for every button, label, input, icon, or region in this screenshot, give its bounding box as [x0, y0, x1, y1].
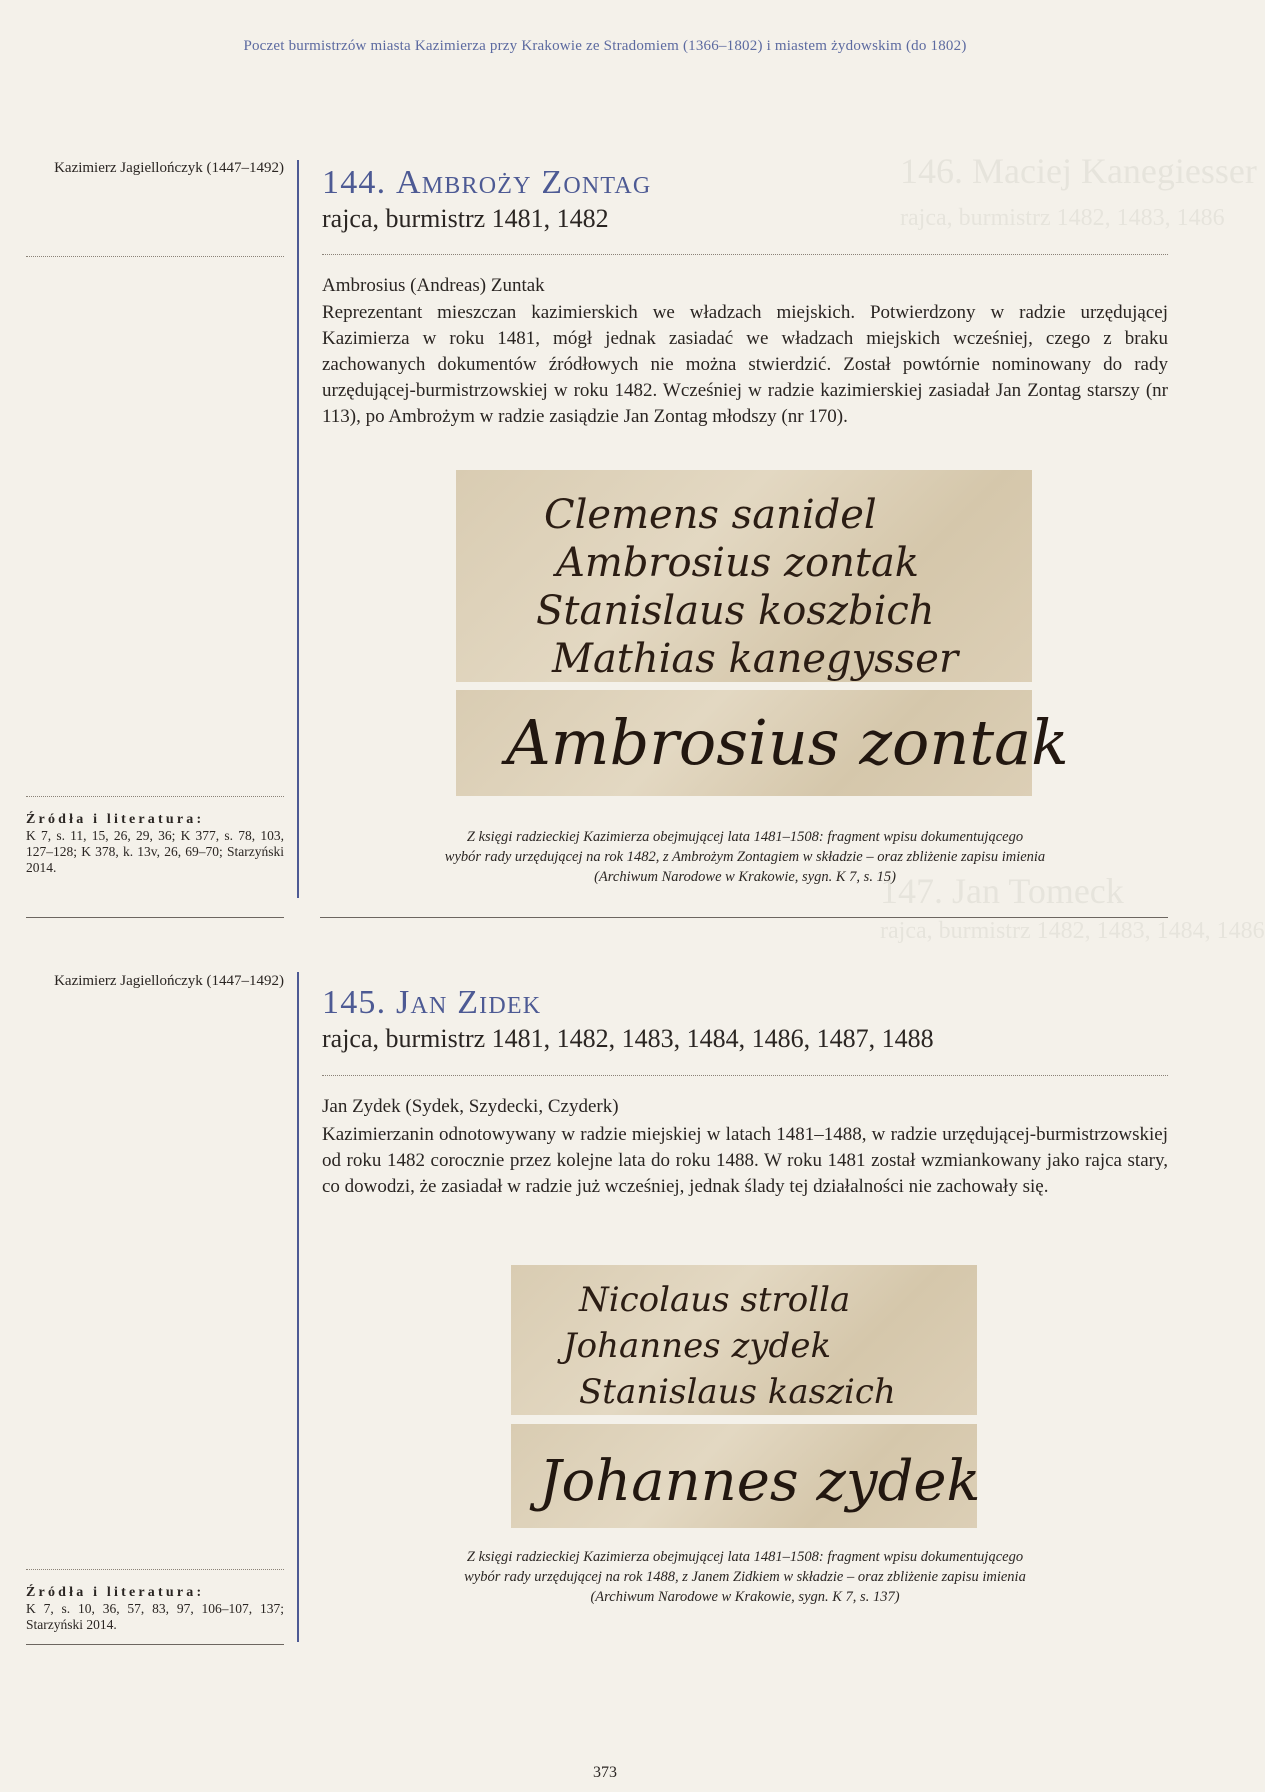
- entry-145-subtitle: rajca, burmistrz 1481, 1482, 1483, 1484, 1486, 1487, 1488: [322, 1024, 934, 1053]
- entry-145-sources: [26, 1585, 284, 1633]
- manuscript-line: Clemens sanidel: [544, 492, 877, 538]
- entry-144-caption: [322, 827, 1168, 887]
- caption-line: Z księgi radzieckiej Kazimierza obejmującej lata 1481–1508: fragment wpisu dokumentującego: [466, 829, 1024, 845]
- sources-list: K 7, s. 11, 15, 26, 29, 36; K 377, s. 78, 103, 127–128; K 378, k. 13v, 26, 69–70; Starzyński 2014.: [26, 828, 284, 875]
- entry-144-latin-name: Ambrosius (Andreas) Zuntak: [322, 275, 545, 296]
- manuscript-line: Mathias kanegysser: [552, 636, 959, 682]
- entry-number: 145.: [322, 984, 387, 1021]
- sidebar-divider: [26, 796, 284, 797]
- entry-145-ruler: [297, 972, 299, 1642]
- entry-name: Jan Zidek: [396, 984, 542, 1021]
- sidebar-divider: [26, 1569, 284, 1570]
- bleed-through-text: rajca, burmistrz 1482, 1483, 1486: [900, 205, 1225, 231]
- caption-line: wybór rady urzędującej na rok 1488, z Janem Zidkiem w składzie – oraz zbliżenie zapisu imienia: [464, 1569, 1026, 1585]
- entry-145-bio: Kazimierzanin odnotowywany w radzie miejskiej w latach 1481–1488, w radzie urzędującej-burmistrzowskiej od roku 1482 corocznie przez kolejne lata do roku 1488. W roku 1481 został wzmiankowany jako rajca stary, co dowodzi, że zasiadał w radzie już wcześniej, jednak ślady tej działalności nie zachowały się.: [322, 1124, 1168, 1197]
- sources-list: K 7, s. 10, 36, 57, 83, 97, 106–107, 137; Starzyński 2014.: [26, 1601, 284, 1632]
- title-divider: [322, 254, 1168, 255]
- entry-145-manuscript-image: [511, 1265, 977, 1415]
- entry-144-manuscript-image: [456, 470, 1032, 682]
- caption-line: (Archiwum Narodowe w Krakowie, sygn. K 7, s. 15): [594, 869, 896, 885]
- sidebar-end-rule: [26, 1644, 284, 1645]
- entry-144-manuscript-closeup: [456, 690, 1069, 796]
- bleed-through-text: 147. Jan Tomeck: [880, 871, 1124, 911]
- sidebar-end-rule: [26, 917, 284, 918]
- manuscript-line: Ambrosius zontak: [556, 540, 920, 586]
- sources-heading: Źródła i literatura:: [26, 812, 205, 827]
- entry-144-ruler: [297, 160, 299, 898]
- entry-144-sources: [26, 812, 284, 876]
- page-number: 373: [593, 1764, 617, 1781]
- sidebar-divider: [26, 256, 284, 257]
- manuscript-line: Stanislaus koszbich: [536, 588, 935, 634]
- caption-line: (Archiwum Narodowe w Krakowie, sygn. K 7, s. 137): [590, 1589, 900, 1605]
- caption-line: Z księgi radzieckiej Kazimierza obejmującej lata 1481–1508: fragment wpisu dokumentującego: [466, 1549, 1024, 1565]
- manuscript-line: Nicolaus strolla: [579, 1280, 851, 1320]
- entry-number: 144.: [322, 164, 387, 201]
- entry-144-subtitle: rajca, burmistrz 1481, 1482: [322, 204, 609, 233]
- entry-separator: [320, 917, 1168, 918]
- entry-name: Ambroży Zontag: [396, 164, 652, 201]
- bleed-through-text: 146. Maciej Kanegiesser: [900, 151, 1257, 191]
- entry-145-latin-name: Jan Zydek (Sydek, Szydecki, Czyderk): [322, 1096, 619, 1117]
- bleed-through-text: rajca, burmistrz 1482, 1483, 1484, 1486: [880, 918, 1265, 944]
- manuscript-closeup-text: Ambrosius zontak: [506, 706, 1069, 779]
- entry-145-caption: [322, 1547, 1168, 1607]
- sources-heading: Źródła i literatura:: [26, 1585, 205, 1600]
- manuscript-line: Stanislaus kaszich: [579, 1372, 896, 1412]
- running-head: Poczet burmistrzów miasta Kazimierza przy Krakowie ze Stradomiem (1366–1802) i miastem żydowskim (do 1802): [243, 38, 967, 54]
- entry-144-bio: Reprezentant mieszczan kazimierskich we władzach miejskich. Potwierdzony w radzie urzędującej Kazimierza w roku 1481, mógł jednak zasiadać we władzach miejskich wcześniej, czego z braku zachowanych dokumentów źródłowych nie można stwierdzić. Został powtórnie nominowany do rady urzędującej-burmistrzowskiej w roku 1482. Wcześniej w radzie kazimierskiej zasiadał Jan Zontag starszy (nr 113), po Ambrożym w radzie zasiądzie Jan Zontag młodszy (nr 170).: [322, 302, 1168, 427]
- entry-144-era: Kazimierz Jagiellończyk (1447–1492): [54, 160, 284, 176]
- entry-145-manuscript-closeup: [511, 1424, 981, 1528]
- entry-145-title: [322, 984, 541, 1022]
- manuscript-closeup-text: Johannes zydek: [539, 1449, 981, 1514]
- entry-145-era: Kazimierz Jagiellończyk (1447–1492): [54, 973, 284, 989]
- manuscript-line: Johannes zydek: [563, 1326, 832, 1366]
- caption-line: wybór rady urzędującej na rok 1482, z Ambrożym Zontagiem w składzie – oraz zbliżenie zapisu imienia: [444, 849, 1046, 865]
- entry-144-title: [322, 164, 651, 202]
- title-divider: [322, 1075, 1168, 1076]
